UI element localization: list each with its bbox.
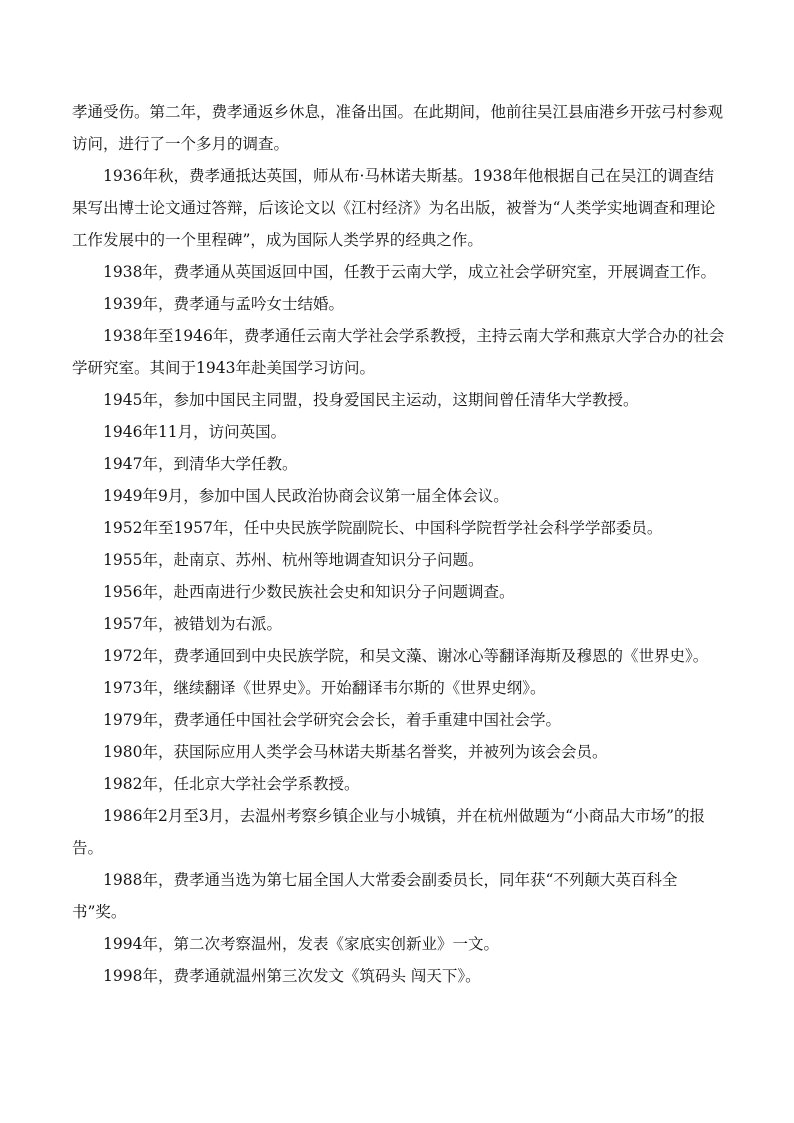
paragraph-1973: 1973年，继续翻译《世界史》。开始翻译韦尔斯的《世界史纲》。: [103, 679, 546, 697]
paragraph-1986: 1986年2月至3月，去温州考察乡镇企业与小城镇，并在杭州做题为“小商品大市场”的报告。: [72, 807, 706, 857]
paragraph-1939: 1939年，费孝通与孟吟女士结婚。: [103, 295, 344, 313]
paragraph-1945: 1945年，参加中国民主同盟，投身爱国民主运动，这期间曾任清华大学教授。: [103, 391, 639, 409]
paragraph-1988: 1988年，费孝通当选为第七届全国人大常委会副委员长，同年获“不列颠大英百科全书”奖。: [72, 871, 678, 921]
paragraph-1982: 1982年，任北京大学社会学系教授。: [103, 775, 360, 793]
paragraph-1936: 1936年秋，费孝通抵达英国，师从布·马林诺夫斯基。1938年他根据自己在吴江的调查结果写出博士论文通过答辩，后该论文以《江村经济》为名出版，被誉为“人类学实地调查和理论工作发展中的一个里程碑”，成为国际人类学界的经典之作。: [72, 167, 716, 249]
paragraph-1938-return: 1938年，费孝通从英国返回中国，任教于云南大学，成立社会学研究室，开展调查工作。: [103, 263, 716, 281]
paragraph-1952-1957: 1952年至1957年，任中央民族学院副院长、中国科学院哲学社会科学学部委员。: [103, 519, 663, 537]
paragraph-1947: 1947年，到清华大学任教。: [103, 455, 298, 473]
document-body: [72, 96, 728, 992]
paragraph-1994: 1994年，第二次考察温州，发表《家底实创新业》一文。: [103, 935, 499, 953]
paragraph-1938-1946: 1938年至1946年，费孝通任云南大学社会学系教授，主持云南大学和燕京大学合办的社会学研究室。其间于1943年赴美国学习访问。: [72, 327, 725, 377]
paragraph-1979: 1979年，费孝通任中国社会学研究会会长，着手重建中国社会学。: [103, 711, 561, 729]
paragraph-1946: 1946年11月，访问英国。: [103, 423, 287, 441]
paragraph-continuation: 孝通受伤。第二年，费孝通返乡休息，准备出国。在此期间，他前往吴江县庙港乡开弦弓村参观访问，进行了一个多月的调查。: [72, 103, 724, 153]
paragraph-1957: 1957年，被错划为右派。: [103, 615, 282, 633]
paragraph-1998: 1998年，费孝通就温州第三次发文《筑码头 闯天下》。: [103, 967, 481, 985]
paragraph-1980: 1980年，获国际应用人类学会马林诺夫斯基名誉奖，并被列为该会会员。: [103, 743, 608, 761]
paragraph-1956: 1956年，赴西南进行少数民族社会史和知识分子问题调查。: [103, 583, 515, 601]
paragraph-1955: 1955年，赴南京、苏州、杭州等地调查知识分子问题。: [103, 551, 484, 569]
paragraph-1972: 1972年，费孝通回到中央民族学院，和吴文藻、谢冰心等翻译海斯及穆恩的《世界史》。: [103, 647, 709, 665]
paragraph-1949: 1949年9月，参加中国人民政治协商会议第一届全体会议。: [103, 487, 509, 505]
